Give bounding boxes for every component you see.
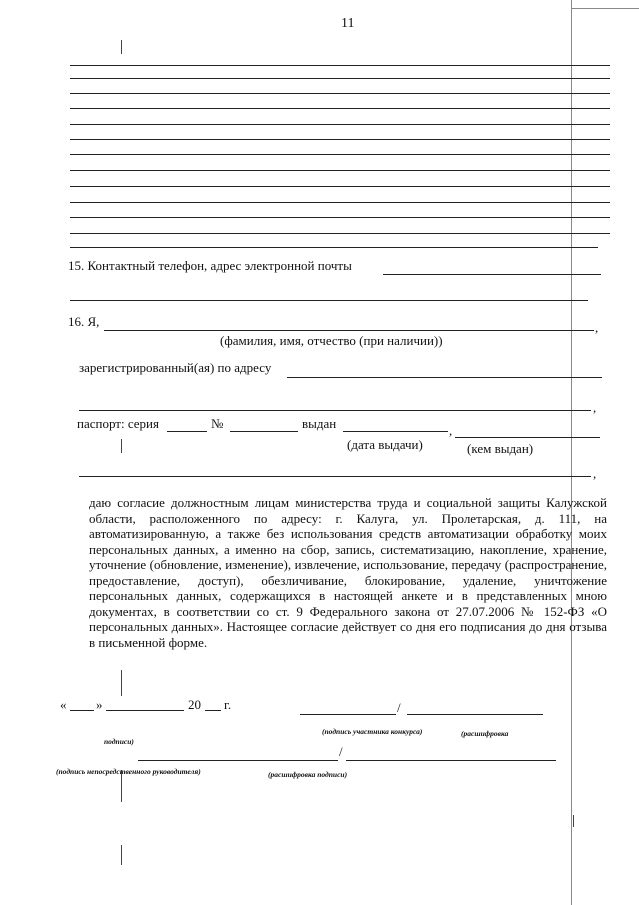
- passport-issue-date-comma: ,: [449, 423, 453, 438]
- manager-signature-slash: /: [339, 744, 343, 759]
- issued-by-comma: ,: [593, 466, 597, 481]
- date-year-field[interactable]: [205, 710, 221, 711]
- blank-line[interactable]: [70, 154, 610, 155]
- date-open-quote: «: [60, 697, 67, 712]
- blank-line[interactable]: [70, 139, 610, 140]
- scan-margin-line: [571, 0, 572, 905]
- passport-issued-label: выдан: [302, 416, 337, 431]
- contact-field[interactable]: [383, 274, 601, 275]
- registered-address-comma: ,: [593, 400, 597, 415]
- date-day-field[interactable]: [70, 710, 94, 711]
- participant-transcript-field[interactable]: [407, 714, 543, 715]
- consent-text: даю согласие должностным лицам министерства труда и социальной защиты Калужской области, расположенного по адресу: г. Калуга, ул. Пролетарская, д. 111, на автоматизированную, а также без использования средств автоматизации обработку моих персональных данных, а именно на сбор, запись, систематизацию, накопление, хранение, уточнение (обновление, изменение), извлечение, использование, передачу (распространение, предоставление, доступ), обезличивание, блокирование, удаление, уничтожение персональных данных, содержащихся в настоящей анкете и в представленных мною документах, в соответствии со ст. 9 Федерального закона от 27.07.2006 № 152-ФЗ «О персональных данных». Настоящее согласие действует со дня его подписания до дня отзыва в письменной форме.: [89, 495, 607, 650]
- full-name-hint: (фамилия, имя, отчество (при наличии)): [220, 333, 443, 348]
- blank-line[interactable]: [70, 233, 610, 234]
- manager-transcript-hint: (расшифровка подписи): [268, 770, 348, 779]
- participant-signature-slash: /: [397, 700, 401, 715]
- issued-by-hint: (кем выдан): [467, 441, 534, 456]
- blank-line[interactable]: [70, 124, 610, 125]
- scan-mark: [121, 439, 122, 453]
- participant-transcript-hint-b: подписи): [104, 737, 134, 746]
- scan-mark: [121, 670, 122, 696]
- issued-by-field-line2[interactable]: [79, 476, 591, 477]
- contact-field-line2[interactable]: [70, 300, 588, 301]
- registered-address-label: зарегистрированный(ая) по адресу: [79, 360, 272, 375]
- full-name-comma: ,: [595, 320, 599, 335]
- passport-number-label: №: [211, 416, 224, 431]
- participant-signature-field[interactable]: [300, 714, 396, 715]
- scan-margin-line-top: [571, 8, 639, 9]
- scan-mark: [121, 845, 122, 865]
- issue-date-hint: (дата выдачи): [347, 437, 423, 452]
- passport-series-label: паспорт: серия: [77, 416, 159, 431]
- date-year-prefix: 20: [188, 697, 201, 712]
- participant-signature-hint: (подпись участника конкурса): [322, 727, 423, 736]
- blank-line[interactable]: [70, 78, 610, 79]
- scan-mark: [121, 40, 122, 54]
- blank-line[interactable]: [70, 247, 598, 248]
- passport-issued-by-field[interactable]: [455, 437, 600, 438]
- date-close-quote: »: [96, 697, 103, 712]
- blank-line[interactable]: [70, 65, 610, 66]
- date-month-field[interactable]: [106, 710, 184, 711]
- passport-series-field[interactable]: [167, 431, 207, 432]
- registered-address-field[interactable]: [287, 377, 602, 378]
- blank-line[interactable]: [70, 202, 610, 203]
- blank-line[interactable]: [70, 170, 610, 171]
- manager-signature-hint: (подпись непосредственного руководителя): [56, 767, 201, 776]
- registered-address-field-line2[interactable]: [79, 410, 591, 411]
- scan-mark: [573, 815, 574, 827]
- passport-number-field[interactable]: [230, 431, 298, 432]
- participant-transcript-hint-a: (расшифровка: [461, 729, 509, 738]
- passport-issue-date-field[interactable]: [343, 431, 448, 432]
- field-15-label: 15. Контактный телефон, адрес электронной почты: [68, 258, 352, 273]
- full-name-field[interactable]: [104, 330, 594, 331]
- blank-line[interactable]: [70, 108, 610, 109]
- blank-line[interactable]: [70, 186, 610, 187]
- manager-signature-field[interactable]: [138, 760, 338, 761]
- page-number: 11: [341, 16, 355, 31]
- date-year-suffix: г.: [224, 697, 232, 712]
- field-16-label: 16. Я,: [68, 314, 100, 329]
- consent-paragraph: [89, 495, 607, 650]
- manager-transcript-field[interactable]: [346, 760, 556, 761]
- blank-line[interactable]: [70, 93, 610, 94]
- blank-line[interactable]: [70, 217, 610, 218]
